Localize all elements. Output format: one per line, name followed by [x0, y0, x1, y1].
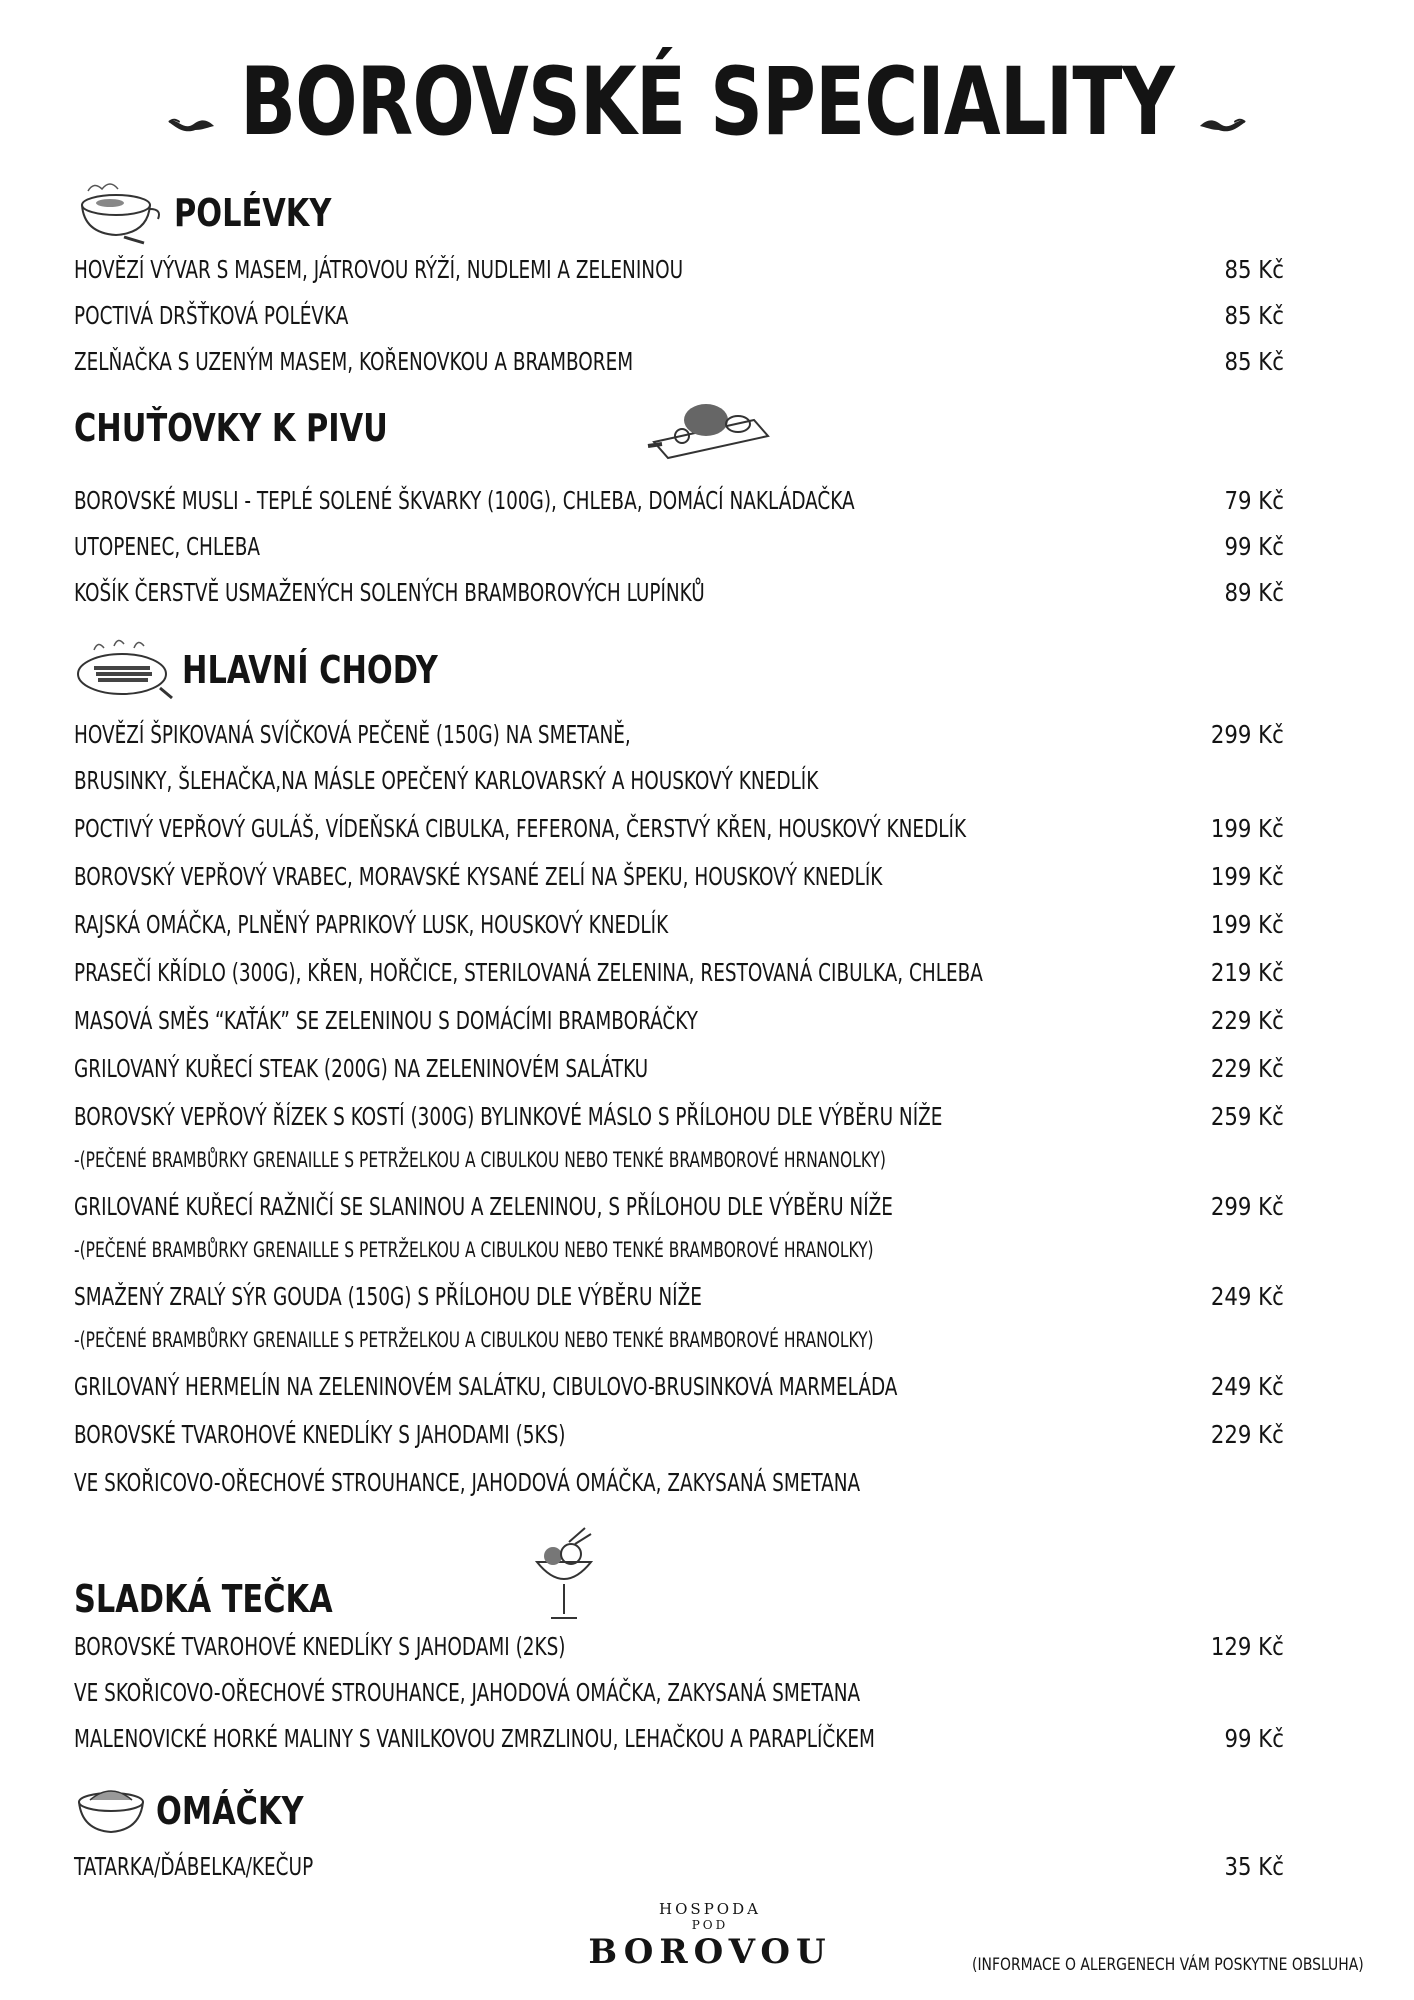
- item-name: TATARKA/ĎÁBELKA/KEČUP: [74, 1852, 314, 1881]
- section-chutovky: [74, 386, 774, 470]
- item-price: 129 Kč: [1211, 1632, 1284, 1661]
- item-name: HOVĚZÍ ŠPIKOVANÁ SVÍČKOVÁ PEČENĚ (150G) NA SMETANĚ,: [74, 720, 631, 749]
- item-price: 99 Kč: [1224, 532, 1284, 561]
- menu-item: [74, 720, 1284, 760]
- item-name: MASOVÁ SMĚS “KAŤÁK” SE ZELENINOU S DOMÁCÍMI BRAMBORÁČKY: [74, 1006, 698, 1035]
- section-polevky: [74, 175, 371, 251]
- chili-ornament-icon: [1199, 54, 1247, 163]
- logo-line-2: POD: [691, 1918, 729, 1932]
- item-name: HOVĚZÍ VÝVAR S MASEM, JÁTROVOU RÝŽÍ, NUDLEMI A ZELENINOU: [74, 255, 684, 284]
- menu-item: [74, 814, 1284, 854]
- item-price: 199 Kč: [1211, 814, 1284, 843]
- menu-item: [74, 1724, 1284, 1764]
- menu-item: [74, 1282, 1284, 1322]
- item-name: -(PEČENÉ BRAMBŮRKY GRENAILLE S PETRŽELKOU A CIBULKOU NEBO TENKÉ BRAMBOROVÉ HRNANOLKY): [74, 1148, 886, 1172]
- menu-item-note: [74, 1328, 1284, 1368]
- item-price: 199 Kč: [1211, 910, 1284, 939]
- snack-board-icon: [644, 386, 774, 470]
- menu-item: [74, 255, 1284, 295]
- item-name: VE SKOŘICOVO-OŘECHOVÉ STROUHANCE, JAHODOVÁ OMÁČKA, ZAKYSANÁ SMETANA: [74, 1468, 861, 1497]
- menu-item: [74, 910, 1284, 950]
- item-name: GRILOVANÝ KUŘECÍ STEAK (200G) NA ZELENINOVÉM SALÁTKU: [74, 1054, 649, 1083]
- menu-title: [156, 48, 1259, 163]
- menu-item: [74, 1372, 1284, 1412]
- item-price: 299 Kč: [1211, 1192, 1284, 1221]
- item-name: BOROVSKÝ VEPŘOVÝ ŘÍZEK S KOSTÍ (300G) BYLINKOVÉ MÁSLO S PŘÍLOHOU DLE VÝBĚRU NÍŽE: [74, 1102, 943, 1131]
- section-heading: POLÉVKY: [174, 191, 332, 235]
- item-price: 35 Kč: [1224, 1852, 1284, 1881]
- item-name: UTOPENEC, CHLEBA: [74, 532, 261, 561]
- menu-item: [74, 1102, 1284, 1142]
- menu-item: [74, 1632, 1284, 1672]
- sauce-bowl-icon: [74, 1780, 148, 1842]
- menu-item-note: [74, 1148, 1284, 1188]
- item-price: 229 Kč: [1211, 1420, 1284, 1449]
- sundae-glass-icon: [529, 1526, 599, 1630]
- item-price: 85 Kč: [1224, 301, 1284, 330]
- restaurant-logo: [585, 1900, 835, 1972]
- menu-item: [74, 486, 1284, 526]
- soup-bowl-icon: [74, 175, 166, 251]
- chili-ornament-icon: [167, 54, 215, 163]
- item-name: GRILOVANÉ KUŘECÍ RAŽNIČÍ SE SLANINOU A ZELENINOU, S PŘÍLOHOU DLE VÝBĚRU NÍŽE: [74, 1192, 893, 1221]
- item-name: BOROVSKÉ TVAROHOVÉ KNEDLÍKY S JAHODAMI (5KS): [74, 1420, 566, 1449]
- section-heading: CHUŤOVKY K PIVU: [74, 406, 388, 450]
- item-name: VE SKOŘICOVO-OŘECHOVÉ STROUHANCE, JAHODOVÁ OMÁČKA, ZAKYSANÁ SMETANA: [74, 1678, 861, 1707]
- menu-item: [74, 1006, 1284, 1046]
- item-price: 229 Kč: [1211, 1006, 1284, 1035]
- section-heading: OMÁČKY: [156, 1789, 304, 1833]
- section-hlavni: [74, 632, 502, 708]
- item-name: BRUSINKY, ŠLEHAČKA,NA MÁSLE OPEČENÝ KARLOVARSKÝ A HOUSKOVÝ KNEDLÍK: [74, 766, 819, 795]
- item-price: 99 Kč: [1224, 1724, 1284, 1753]
- allergen-note: (INFORMACE O ALERGENECH VÁM POSKYTNE OBSLUHA): [972, 1955, 1364, 1975]
- menu-item: [74, 1468, 1284, 1508]
- menu-item: [74, 1192, 1284, 1232]
- item-name: BOROVSKÝ VEPŘOVÝ VRABEC, MORAVSKÉ KYSANÉ ZELÍ NA ŠPEKU, HOUSKOVÝ KNEDLÍK: [74, 862, 883, 891]
- item-price: 229 Kč: [1211, 1054, 1284, 1083]
- menu-item: [74, 347, 1284, 387]
- item-name: MALENOVICKÉ HORKÉ MALINY S VANILKOVOU ZMRZLINOU, LEHAČKOU A PARAPLÍČKEM: [74, 1724, 875, 1753]
- menu-item: [74, 958, 1284, 998]
- item-name: GRILOVANÝ HERMELÍN NA ZELENINOVÉM SALÁTKU, CIBULOVO-BRUSINKOVÁ MARMELÁDA: [74, 1372, 898, 1401]
- logo-line-3: BOROVOU: [588, 1932, 832, 1972]
- section-omacky: [74, 1780, 340, 1842]
- item-price: 299 Kč: [1211, 720, 1284, 749]
- item-price: 249 Kč: [1211, 1282, 1284, 1311]
- item-name: SMAŽENÝ ZRALÝ SÝR GOUDA (150G) S PŘÍLOHOU DLE VÝBĚRU NÍŽE: [74, 1282, 702, 1311]
- menu-item: [74, 1852, 1284, 1892]
- item-name: BOROVSKÉ TVAROHOVÉ KNEDLÍKY S JAHODAMI (2KS): [74, 1632, 566, 1661]
- menu-item: [74, 1420, 1284, 1460]
- menu-item: [74, 1678, 1284, 1718]
- section-sladka: [74, 1526, 599, 1630]
- section-heading: SLADKÁ TEČKA: [74, 1577, 333, 1621]
- item-price: 199 Kč: [1211, 862, 1284, 891]
- item-name: KOŠÍK ČERSTVĚ USMAŽENÝCH SOLENÝCH BRAMBOROVÝCH LUPÍNKŮ: [74, 578, 705, 607]
- item-name: RAJSKÁ OMÁČKA, PLNĚNÝ PAPRIKOVÝ LUSK, HOUSKOVÝ KNEDLÍK: [74, 910, 669, 939]
- item-price: 85 Kč: [1224, 347, 1284, 376]
- grill-plate-icon: [74, 632, 174, 708]
- menu-item: [74, 532, 1284, 572]
- menu-item: [74, 301, 1284, 341]
- item-name: ZELŇAČKA S UZENÝM MASEM, KOŘENOVKOU A BRAMBOREM: [74, 347, 634, 376]
- item-price: 89 Kč: [1224, 578, 1284, 607]
- item-price: 249 Kč: [1211, 1372, 1284, 1401]
- title-text: BOROVSKÉ SPECIALITY: [240, 48, 1174, 157]
- item-price: 259 Kč: [1211, 1102, 1284, 1131]
- item-name: POCTIVÁ DRŠŤKOVÁ POLÉVKA: [74, 301, 349, 330]
- item-name: POCTIVÝ VEPŘOVÝ GULÁŠ, VÍDEŇSKÁ CIBULKA, FEFERONA, ČERSTVÝ KŘEN, HOUSKOVÝ KNEDLÍK: [74, 814, 967, 843]
- item-price: 85 Kč: [1224, 255, 1284, 284]
- menu-item: [74, 578, 1284, 618]
- menu-item: [74, 862, 1284, 902]
- item-price: 79 Kč: [1224, 486, 1284, 515]
- section-heading: HLAVNÍ CHODY: [182, 648, 438, 692]
- item-price: 219 Kč: [1211, 958, 1284, 987]
- menu-item: [74, 766, 1284, 806]
- item-name: -(PEČENÉ BRAMBŮRKY GRENAILLE S PETRŽELKOU A CIBULKOU NEBO TENKÉ BRAMBOROVÉ HRANOLKY): [74, 1328, 874, 1352]
- item-name: PRASEČÍ KŘÍDLO (300G), KŘEN, HOŘČICE, STERILOVANÁ ZELENINA, RESTOVANÁ CIBULKA, CHLEBA: [74, 958, 983, 987]
- item-name: -(PEČENÉ BRAMBŮRKY GRENAILLE S PETRŽELKOU A CIBULKOU NEBO TENKÉ BRAMBOROVÉ HRANOLKY): [74, 1238, 874, 1262]
- menu-item-note: [74, 1238, 1284, 1278]
- item-name: BOROVSKÉ MUSLI - TEPLÉ SOLENÉ ŠKVARKY (100G), CHLEBA, DOMÁCÍ NAKLÁDAČKA: [74, 486, 855, 515]
- menu-item: [74, 1054, 1284, 1094]
- logo-line-1: HOSPODA: [659, 1900, 761, 1918]
